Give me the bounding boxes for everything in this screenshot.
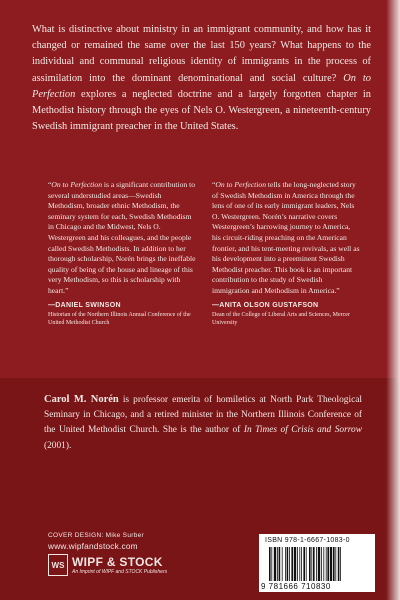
publisher-text bbox=[72, 555, 167, 575]
barcode-bar bbox=[321, 547, 322, 581]
barcode-bar bbox=[269, 547, 271, 581]
barcode-bar bbox=[323, 547, 324, 581]
barcode-bar bbox=[271, 547, 272, 581]
ean-digits: 9 781666 710830 bbox=[261, 582, 331, 591]
barcode-bar bbox=[299, 547, 300, 581]
publisher-logo-icon: WS bbox=[48, 554, 68, 576]
barcode-bar bbox=[297, 547, 298, 581]
barcode-bar bbox=[313, 547, 315, 581]
barcode-bar bbox=[289, 547, 290, 581]
barcode-bar bbox=[287, 547, 289, 581]
barcode-bar bbox=[330, 547, 332, 581]
endorsement-quote bbox=[212, 180, 360, 297]
quote-book-title: On to Perfection bbox=[215, 180, 266, 189]
barcode-bar bbox=[340, 547, 341, 581]
publisher-imprint: An Imprint of WIPF and STOCK Publishers bbox=[72, 569, 168, 575]
barcode-bar bbox=[309, 547, 311, 581]
cover-design-credit: COVER DESIGN: Mike Surber bbox=[48, 532, 144, 539]
endorser-name: —DANIEL SWINSON bbox=[48, 301, 121, 309]
intro-text-continued: explores a neglected doctrine and a largely forgotten chapter in Methodist history through the eyes of Nels O. Westergreen, a nineteenth-century Swedish immigrant preacher in the United States. bbox=[32, 88, 371, 133]
endorser-role: Dean of the College of Liberal Arts and Sciences, Mercer University bbox=[212, 312, 350, 327]
barcode-bar bbox=[316, 547, 317, 581]
barcode-bar bbox=[318, 547, 320, 581]
intro-text: What is distinctive about ministry in an immigrant community, and how has it changed or remained the same over the last 150 years? What happens to the individual and communal religious identity of immigrants in the process of assimilation into the dominant denominational and social culture? bbox=[32, 24, 371, 84]
publisher-name: WIPF & STOCK bbox=[72, 555, 163, 569]
barcode-bar bbox=[327, 547, 329, 581]
bio-book-title: In Times of Crisis and Sorrow bbox=[243, 425, 362, 436]
intro-book-title: On to Perfection bbox=[32, 72, 371, 100]
barcode-bar bbox=[285, 547, 286, 581]
endorsement-swinson bbox=[48, 180, 196, 327]
publisher-credits bbox=[48, 532, 167, 576]
barcode-bar bbox=[301, 547, 302, 581]
bio-text: is professor emerita of homiletics at North Park Theological Seminary in Chicago, and a retired minister in the Northern Illinois Conference of the United Methodist Church. She is the author of bbox=[44, 395, 363, 436]
endorser-role: Historian of the Northern Illinois Annual Conference of the United Methodist Church bbox=[48, 312, 191, 327]
bio-tail: (2001). bbox=[44, 440, 72, 451]
author-name: Carol M. Norén bbox=[44, 394, 119, 405]
barcode-bar bbox=[294, 547, 296, 581]
open-quote: “ bbox=[48, 180, 52, 189]
barcode-bar bbox=[333, 547, 335, 581]
barcode-bar bbox=[282, 547, 283, 581]
endorsement-quote bbox=[48, 180, 196, 297]
isbn-number: ISBN 978-1-6667-1083-0 bbox=[265, 537, 350, 544]
publisher-row bbox=[48, 554, 167, 576]
barcode-bar bbox=[303, 547, 305, 581]
quote-text: is a significant contribution to several understudied areas—Swedish Methodism, broader ethnic Methodism, the seminary system for each, Swedish Methodism in Chicago and the Midwest, Nels O. Westergreen and his colleagues, and the people called Swedish Methodists. In addition to her thorough scholarship, Norén brings the ineffable quality of being of the house and lineage of this very Methodism, so this is scholarship with heart.” bbox=[48, 180, 196, 295]
quote-text: tells the long-neglected story of Swedish Methodism in America through the lens of one of its early immigrant leaders, Nels O. Westergreen. Norén’s narrative covers Westergreen’s harrowing journey to America, his circuit-riding preaching on the American frontier, and his tent-meeting revivals, as well as his development into a preeminent Swedish Methodist preacher. This book is an important contribution to the study of Swedish immigration and Methodism in America.” bbox=[212, 180, 360, 295]
author-bio bbox=[44, 392, 362, 454]
barcode-bars-icon bbox=[269, 547, 365, 581]
barcode-bar bbox=[306, 547, 307, 581]
barcode-bar bbox=[277, 547, 278, 581]
barcode-bar bbox=[291, 547, 293, 581]
isbn-barcode bbox=[259, 534, 375, 592]
barcode-bar bbox=[311, 547, 312, 581]
barcode-bar bbox=[274, 547, 276, 581]
endorsement-gustafson bbox=[212, 180, 360, 327]
barcode-bar bbox=[326, 547, 327, 581]
endorser-name: —ANITA OLSON GUSTAFSON bbox=[212, 301, 319, 309]
quote-book-title: On to Perfection bbox=[51, 180, 102, 189]
barcode-bar bbox=[335, 547, 336, 581]
publisher-url[interactable]: www.wipfandstock.com bbox=[48, 541, 138, 551]
intro-paragraph bbox=[32, 22, 371, 135]
open-quote: “ bbox=[212, 180, 216, 189]
barcode-bar bbox=[279, 547, 281, 581]
barcode-bar bbox=[338, 547, 340, 581]
